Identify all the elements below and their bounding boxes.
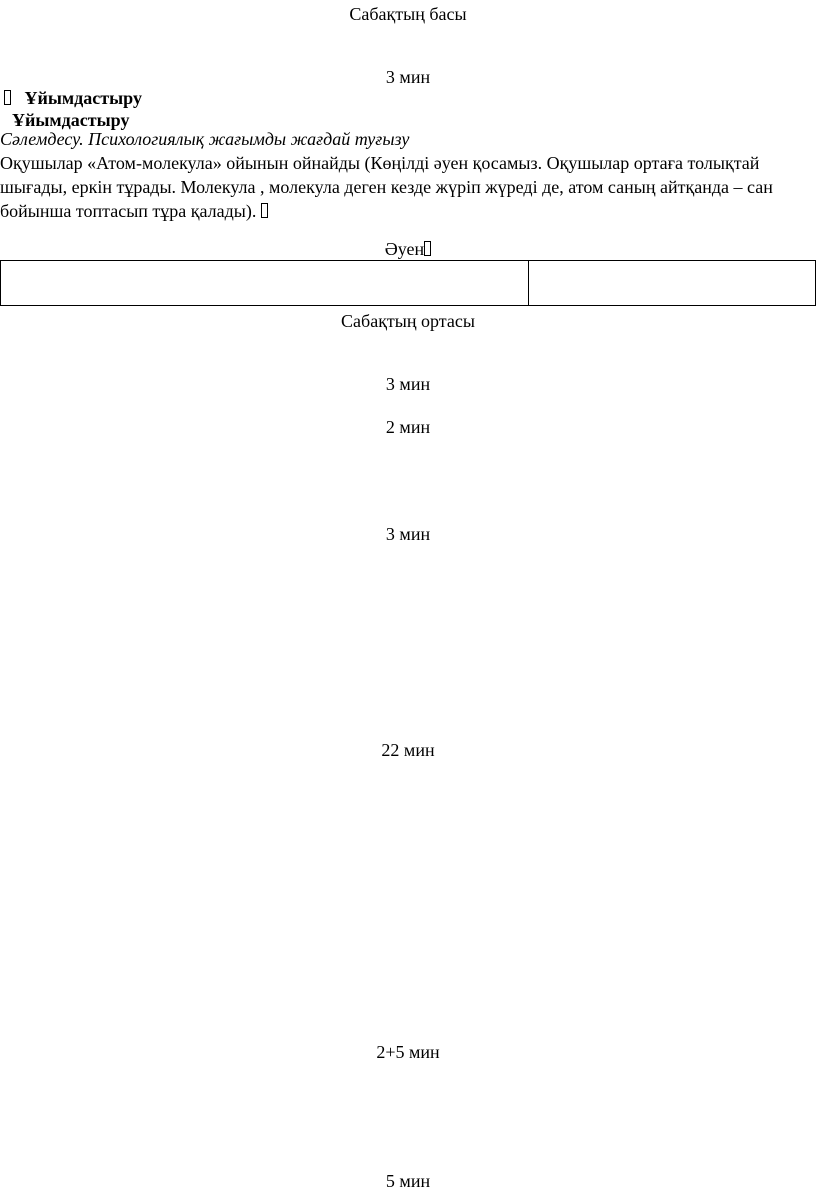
table-left-border (0, 261, 1, 305)
org-heading-with-bullet (4, 89, 142, 107)
time-label: 2 мин (385, 417, 431, 437)
time-label: 2+5 мин (376, 1042, 440, 1062)
time-label: 3 мин (385, 374, 431, 394)
activity-paragraph (0, 151, 816, 223)
time-label: 22 мин (381, 740, 435, 760)
table-cell-divider (528, 261, 529, 305)
activity-text: Оқушылар «Атом-молекула» ойынын ойнайды (Көңілді әуен қосамыз. Оқушылар ортаға толықтай шығады, еркін тұрады. Молекула , молекула деген кезде жүріп жүреді де, атом саның айтқанда – сан бойынша топтасып тұра қалады). (0, 153, 773, 221)
music-label-line (0, 240, 816, 258)
time-label: 3 мин (385, 524, 431, 544)
org-heading-1: Ұйымдастыру (24, 88, 142, 108)
section-heading-start: Сабақтың басы (349, 4, 467, 24)
time-label: 5 мин (385, 1171, 431, 1191)
music-label: Әуен (384, 239, 425, 259)
missing-glyph-icon (261, 203, 268, 218)
empty-table-row (0, 260, 816, 306)
org-heading-2: Ұйымдастыру (12, 110, 130, 130)
missing-glyph-icon (424, 241, 431, 256)
missing-glyph-icon (4, 90, 11, 105)
time-label-start: 3 мин (385, 67, 431, 87)
section-heading-middle: Сабақтың ортасы (341, 311, 475, 331)
greeting-line: Сәлемдесу. Психологиялық жағымды жағдай туғызу (0, 129, 410, 149)
